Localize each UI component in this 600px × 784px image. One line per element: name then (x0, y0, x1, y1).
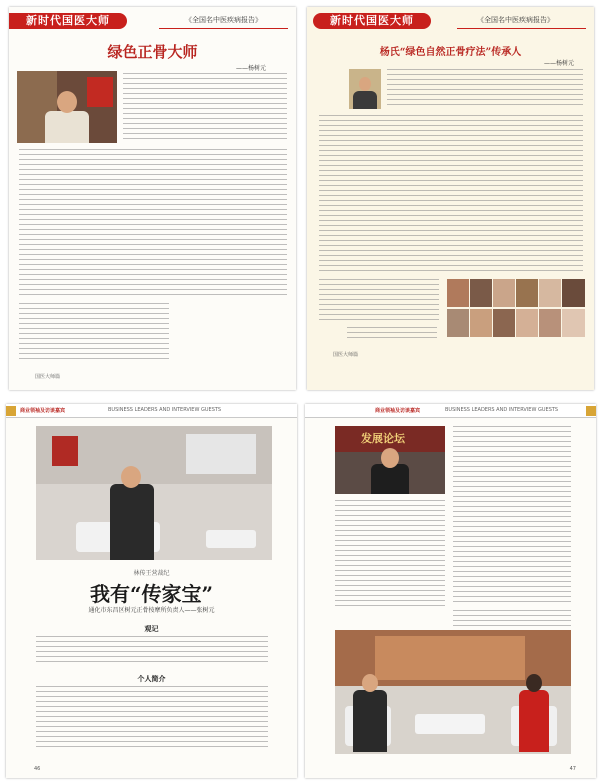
magazine-page-2 (307, 7, 594, 390)
section-header (6, 404, 297, 418)
article-byline: ——杨树元 (235, 65, 266, 72)
page-number: 47 (569, 766, 576, 772)
body-text (453, 610, 571, 626)
article-byline: ——杨树元 (543, 60, 574, 67)
body-text (335, 500, 445, 606)
body-text (319, 115, 583, 275)
magazine-page-1 (9, 7, 296, 390)
section-header (305, 404, 596, 418)
page-subhead: 《全国名中医疾病报告》 (477, 16, 554, 24)
interview-studio-photo (335, 630, 571, 754)
treatment-photo-grid (447, 279, 585, 337)
page-folio: 国医大师篇 (35, 374, 61, 380)
body-text (19, 303, 169, 361)
magazine-page-3 (6, 404, 297, 778)
interview-photo (335, 426, 445, 494)
page-banner: 新时代国医大师 (313, 13, 431, 29)
section-tag: 商业领袖及访谈嘉宾 (20, 408, 66, 414)
section-english: BUSINESS LEADERS AND INTERVIEW GUESTS (108, 407, 222, 413)
body-text (319, 279, 439, 321)
article-subtitle: 通化市东昌区树元正骨按摩所负责人——张树元 (88, 607, 215, 614)
body-text (123, 73, 287, 143)
body-text (387, 69, 583, 109)
header-rule (159, 28, 288, 29)
header-rule (457, 28, 586, 29)
section-marker (6, 406, 16, 416)
column-label: 林传王营裁纪 (133, 570, 170, 577)
body-text (19, 149, 287, 297)
section-heading-intro: 观记 (144, 624, 159, 633)
article-title: 绿色正骨大师 (107, 43, 198, 61)
studio-photo (36, 426, 272, 560)
body-text (36, 636, 268, 666)
magazine-page-4 (305, 404, 596, 778)
section-english: BUSINESS LEADERS AND INTERVIEW GUESTS (445, 407, 559, 413)
portrait-photo (349, 69, 381, 109)
page-number: 46 (34, 766, 41, 772)
body-text (36, 686, 268, 750)
caption-text (347, 327, 437, 341)
body-text (453, 426, 571, 606)
portrait-photo (17, 71, 117, 143)
page-banner: 新时代国医大师 (9, 13, 127, 29)
article-title: 杨氏“绿色自然正骨疗法”传承人 (379, 47, 522, 58)
page-subhead: 《全国名中医疾病报告》 (185, 16, 262, 24)
section-tag: 商业领袖及访谈嘉宾 (375, 408, 421, 414)
article-title: 我有“传家宝” (89, 582, 213, 606)
backdrop-text: 发展论坛 (361, 432, 405, 445)
section-marker (586, 406, 596, 416)
page-folio: 国医大师篇 (333, 352, 359, 358)
section-heading-profile: 个人简介 (137, 674, 166, 683)
